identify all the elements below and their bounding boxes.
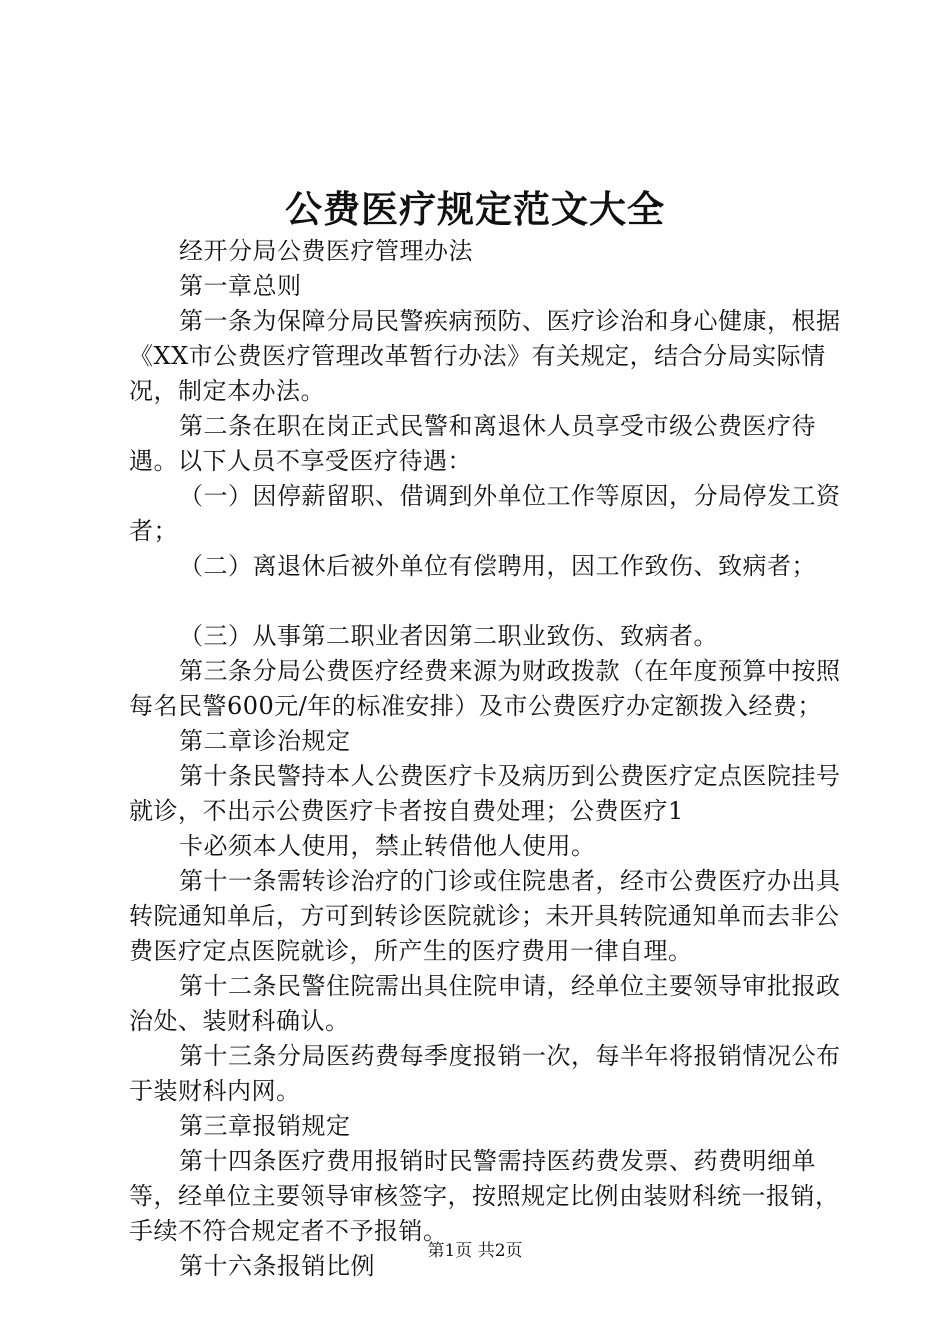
- paragraph: 卡必须本人使用，禁止转借他人使用。: [179, 832, 596, 860]
- paragraph: （三）从事第二职业者因第二职业致伤、致病者。: [179, 622, 718, 650]
- paragraph: 第十二条民警住院需出具住院申请，经单位主要领导审批报政治处、装财科确认。: [129, 972, 841, 1035]
- paragraph: 第三章报销规定: [179, 1112, 351, 1140]
- paragraph: 第二条在职在岗正式民警和离退休人员享受市级公费医疗待遇。以下人员不享受医疗待遇：: [129, 412, 816, 475]
- page-title: 公费医疗规定范文大全: [285, 187, 665, 231]
- paragraph: 第三条分局公费医疗经费来源为财政拨款（在年度预算中按照每名民警600元/年的标准安排）及市公费医疗办定额拨入经费；: [129, 657, 841, 720]
- paragraph: 第十三条分局医药费每季度报销一次，每半年将报销情况公布于装财科内网。: [129, 1042, 841, 1105]
- blank-line: [129, 584, 841, 619]
- paragraph: 第十条民警持本人公费医疗卡及病历到公费医疗定点医院挂号就诊，不出示公费医疗卡者按自费处理；公费医疗1: [129, 762, 841, 825]
- paragraph: （一）因停薪留职、借调到外单位工作等原因，分局停发工资者；: [129, 482, 841, 545]
- paragraph: 第一章总则: [179, 272, 302, 300]
- document-body: [129, 234, 841, 1284]
- paragraph: 第一条为保障分局民警疾病预防、医疗诊治和身心健康，根据《XX市公费医疗管理改革暂行办法》有关规定，结合分局实际情况，制定本办法。: [129, 307, 841, 405]
- paragraph: 第十六条报销比例: [179, 1252, 375, 1280]
- paragraph: 第十四条医疗费用报销时民警需持医药费发票、药费明细单等，经单位主要领导审核签字，按照规定比例由装财科统一报销，手续不符合规定者不予报销。: [129, 1147, 840, 1245]
- paragraph: （二）离退休后被外单位有偿聘用，因工作致伤、致病者；: [179, 552, 816, 580]
- paragraph: 第十一条需转诊治疗的门诊或住院患者，经市公费医疗办出具转院通知单后，方可到转诊医院就诊；未开具转院通知单而去非公费医疗定点医院就诊，所产生的医疗费用一律自理。: [129, 867, 841, 965]
- paragraph: 经开分局公费医疗管理办法: [179, 237, 473, 265]
- paragraph: 第二章诊治规定: [179, 727, 351, 755]
- page-footer: 第1页 共2页: [427, 1241, 523, 1261]
